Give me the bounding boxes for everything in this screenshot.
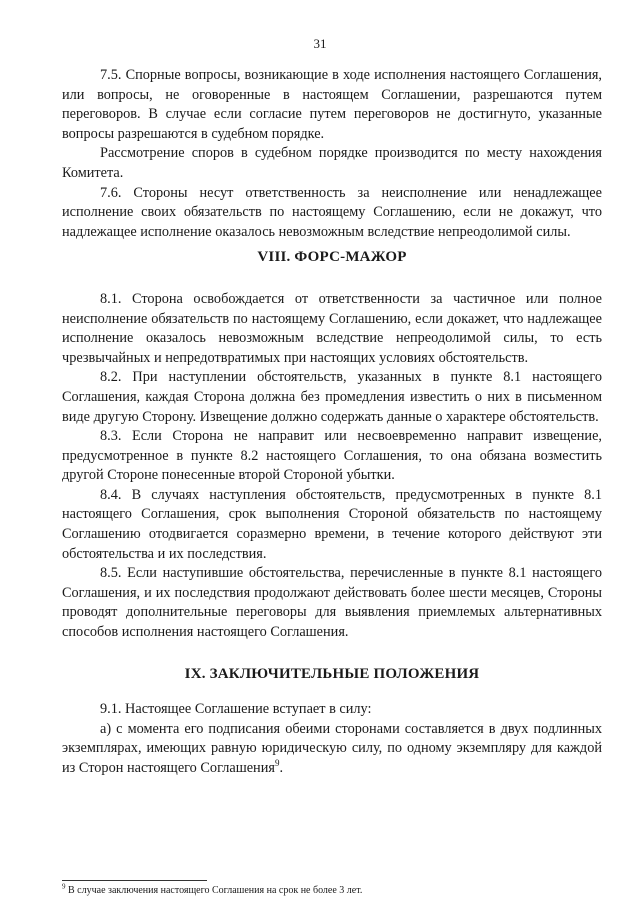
section-ix-heading: IX. ЗАКЛЮЧИТЕЛЬНЫЕ ПОЛОЖЕНИЯ xyxy=(184,665,480,682)
paragraph-8-2: 8.2. При наступлении обстоятельств, указанных в пункте 8.1 настоящего Соглашения, каждая Сторона должна без промедления известить о них в письменном виде другую Сторону. Извещение должно содержать данные о характере обстоятельств. xyxy=(62,369,602,425)
paragraph-7-6: 7.6. Стороны несут ответственность за неисполнение или ненадлежащее исполнение своих обязательств по настоящему Соглашению, если не докажут, что надлежащее исполнение оказалось невозможным вследствие непреодолимой силы. xyxy=(62,184,602,240)
footnote-text: В случае заключения настоящего Соглашения на срок не более 3 лет. xyxy=(65,885,363,896)
paragraph-9-1-a xyxy=(62,720,602,779)
footnote-reference: 9 xyxy=(274,758,280,769)
page-number: 31 xyxy=(313,36,327,51)
footnote xyxy=(62,884,602,897)
paragraph-9-1-a-end: . xyxy=(279,760,284,776)
footnote-marker: 9 xyxy=(62,882,66,891)
paragraph-9-1-a-text: а) с момента его подписания обеими сторонами составляется в двух подлинных экземплярах, имеющих равную юридическую силу, по одному экземпляру для каждой из Сторон настоящего Соглашения xyxy=(62,720,602,776)
paragraph-7-5-cont: Рассмотрение споров в судебном порядке производится по месту нахождения Комитета. xyxy=(62,145,602,181)
paragraph-8-3: 8.3. Если Сторона не направит или несвоевременно направит извещение, предусмотренное в пункте 8.2 настоящего Соглашения, то она обязана возместить другой Стороне понесенные второй Стороной убытки. xyxy=(62,428,602,484)
paragraph-7-5: 7.5. Спорные вопросы, возникающие в ходе исполнения настоящего Соглашения, или вопросы, не оговоренные в настоящем Соглашении, разрешаются путем переговоров. В случае если согласие путем переговоров не достигнуто, указанные вопросы разрешаются в судебном порядке. xyxy=(62,67,602,142)
paragraph-8-5: 8.5. Если наступившие обстоятельства, перечисленные в пункте 8.1 настоящего Соглашения, и их последствия продолжают действовать более шести месяцев, Стороны проводят дополнительные переговоры для выявления приемлемых альтернативных способов исполнения настоящего Соглашения. xyxy=(62,565,602,641)
paragraph-8-4: 8.4. В случаях наступления обстоятельств, предусмотренных в пункте 8.1 настоящего Соглашения, срок выполнения Стороной обязательств по настоящему Соглашению отодвигается соразмерно времени, в течение которого действуют эти обстоятельства и их последствия. xyxy=(62,486,602,562)
section-viii-heading: VIII. ФОРС-МАЖОР xyxy=(257,249,407,266)
paragraph-9-1: 9.1. Настоящее Соглашение вступает в силу: xyxy=(100,701,372,718)
document-body xyxy=(62,66,602,779)
footnote-separator xyxy=(62,880,207,881)
paragraph-8-1: 8.1. Сторона освобождается от ответственности за частичное или полное неисполнение обязательств по настоящему Соглашению, если докажет, что надлежащее исполнение оказалось невозможным вследствие непреодолимой силы, то есть чрезвычайных и непредотвратимых при настоящих условиях обстоятельств. xyxy=(62,290,602,366)
